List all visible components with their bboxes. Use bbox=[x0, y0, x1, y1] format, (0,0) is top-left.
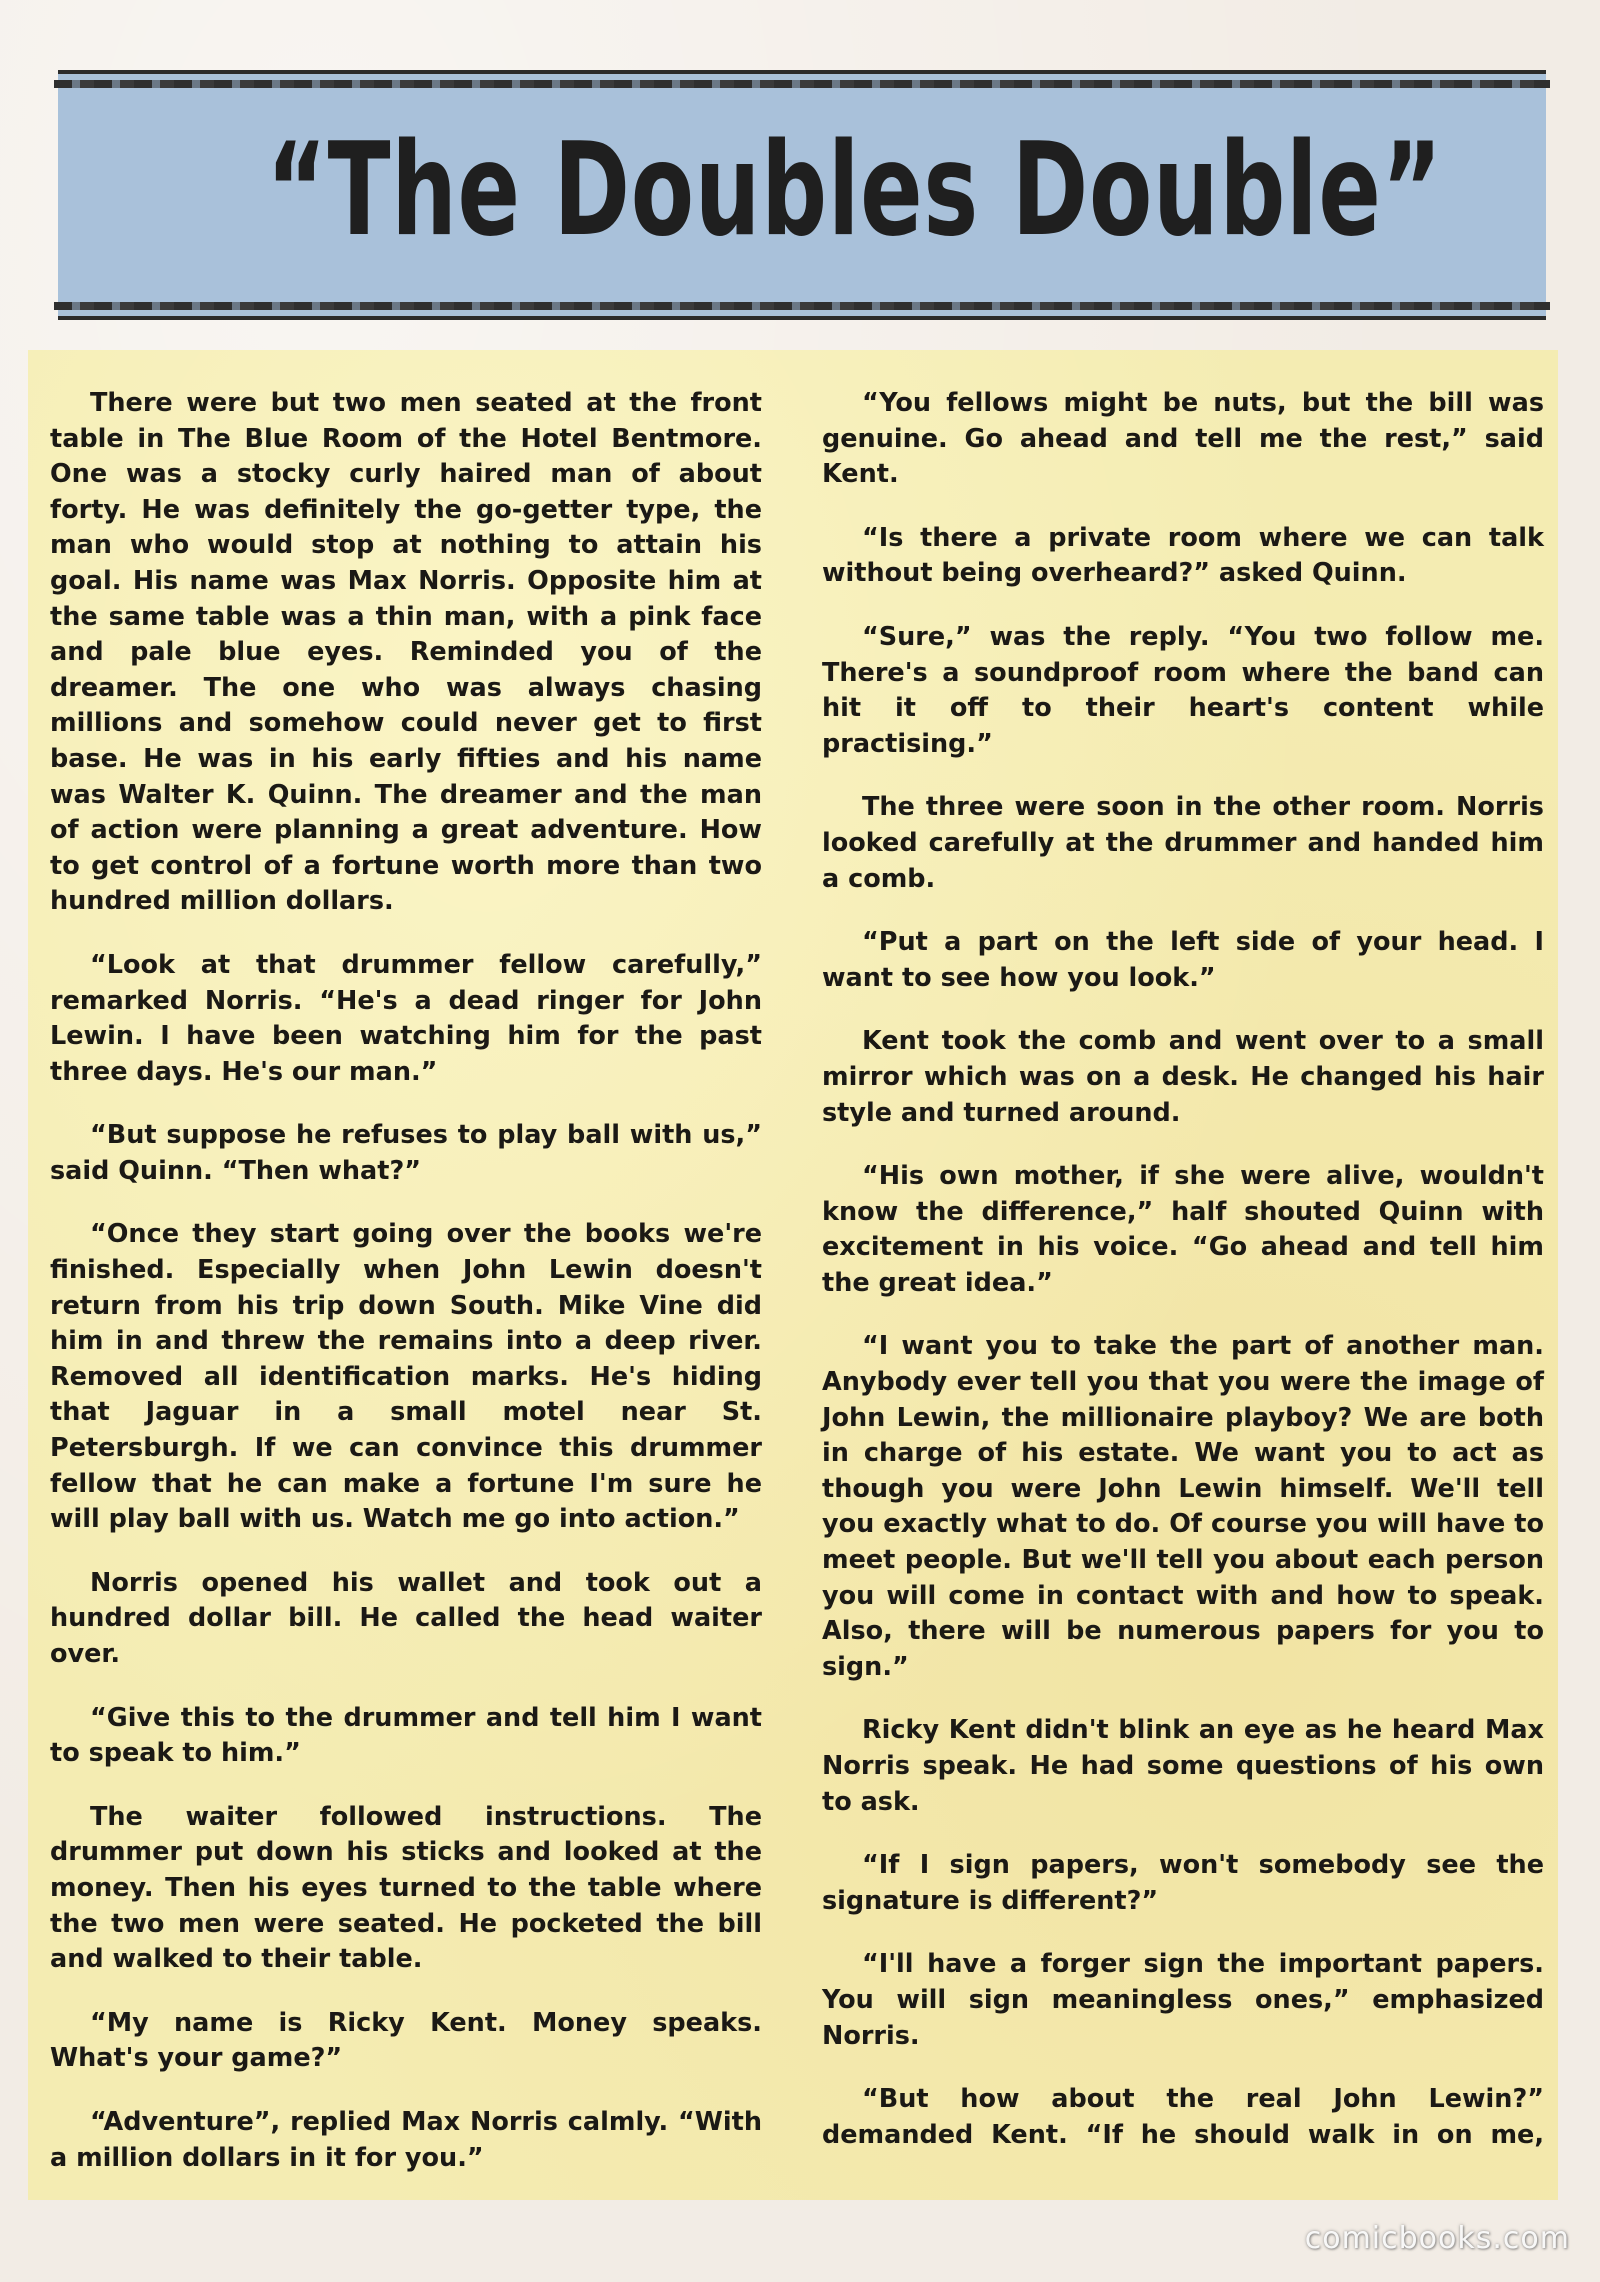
paragraph: Ricky Kent didn't blink an eye as he heard Max Norris speak. He had some questions of his own to ask. bbox=[822, 1715, 1544, 1817]
paragraph: The three were soon in the other room. Norris looked carefully at the drummer and handed him a comb. bbox=[822, 792, 1544, 894]
paragraph: “I want you to take the part of another man. Anybody ever tell you that you were the image of John Lewin, the millionaire playboy? We are both in charge of his estate. We want you to act as though you were John Lewin himself. We'll tell you exactly what to do. Of course you will have to meet people. But we'll tell you about each person you will come in contact with and how to speak. Also, there will be numerous papers for you to sign.” bbox=[822, 1331, 1544, 1682]
paragraph: “If I sign papers, won't somebody see the signature is different?” bbox=[822, 1850, 1544, 1916]
paragraph: Norris opened his wallet and took out a hundred dollar bill. He called the head waiter over. bbox=[50, 1567, 762, 1669]
left-column bbox=[50, 386, 762, 2204]
paragraph: “But how about the real John Lewin?” demanded Kent. “If he should walk in on me, bbox=[822, 2084, 1544, 2150]
paragraph: The waiter followed instructions. The drummer put down his sticks and looked at the money. Then his eyes turned to the table where the two men were seated. He pocketed the bill and walked to their table. bbox=[50, 1801, 762, 1975]
paragraph: “Put a part on the left side of your head. I want to see how you look.” bbox=[822, 927, 1544, 993]
paragraph: “Look at that drummer fellow carefully,” remarked Norris. “He's a dead ringer for John Lewin. I have been watching him for the past three days. He's our man.” bbox=[50, 949, 762, 1087]
paragraph: “Give this to the drummer and tell him I want to speak to him.” bbox=[50, 1702, 762, 1769]
title-banner bbox=[58, 70, 1546, 320]
paragraph: “Adventure”, replied Max Norris calmly. “With a million dollars in it for you.” bbox=[50, 2106, 762, 2173]
story-title: “The Doubles Double” bbox=[266, 116, 1443, 265]
paragraph: “You fellows might be nuts, but the bill was genuine. Go ahead and tell me the rest,” said Kent. bbox=[822, 388, 1544, 490]
paragraph: “But suppose he refuses to play ball with us,” said Quinn. “Then what?” bbox=[50, 1120, 762, 1186]
paragraph: “Is there a private room where we can talk without being overheard?” asked Quinn. bbox=[822, 522, 1544, 589]
paragraph: “I'll have a forger sign the important papers. You will sign meaningless ones,” emphasized Norris. bbox=[822, 1949, 1544, 2051]
paragraph: There were but two men seated at the front table in The Blue Room of the Hotel Bentmore. One was a stocky curly haired man of about forty. He was definitely the go-getter type, the man who would stop at nothing to attain his goal. His name was Max Norris. Opposite him at the same table was a thin man, with a pink face and pale blue eyes. Reminded you of the dreamer. The one who was always chasing millions and somehow could never get to first base. He was in his early fifties and his name was Walter K. Quinn. The dreamer and the man of action were planning a great adventure. How to get control of a fortune worth more than two hundred million dollars. bbox=[50, 388, 762, 917]
paragraph: “His own mother, if she were alive, wouldn't know the difference,” half shouted Quinn with excitement in his voice. “Go ahead and tell him the great idea.” bbox=[822, 1161, 1544, 1298]
paragraph: “My name is Ricky Kent. Money speaks. What's your game?” bbox=[50, 2007, 762, 2074]
paragraph: Kent took the comb and went over to a small mirror which was on a desk. He changed his hair style and turned around. bbox=[822, 1026, 1544, 1128]
right-column bbox=[822, 386, 1544, 2181]
paragraph: “Once they start going over the books we're finished. Especially when John Lewin doesn't return from his trip down South. Mike Vine did him in and threw the remains into a deep river. Removed all identification marks. He's hiding that Jaguar in a small motel near St. Petersburgh. If we can convince this drummer fellow that he can make a fortune I'm sure he will play ball with us. Watch me go into action.” bbox=[50, 1219, 762, 1535]
paragraph: “Sure,” was the reply. “You two follow me. There's a soundproof room where the band can hit it off to their heart's content while practising.” bbox=[822, 621, 1544, 759]
watermark: comicbooks.com bbox=[1304, 2221, 1570, 2256]
